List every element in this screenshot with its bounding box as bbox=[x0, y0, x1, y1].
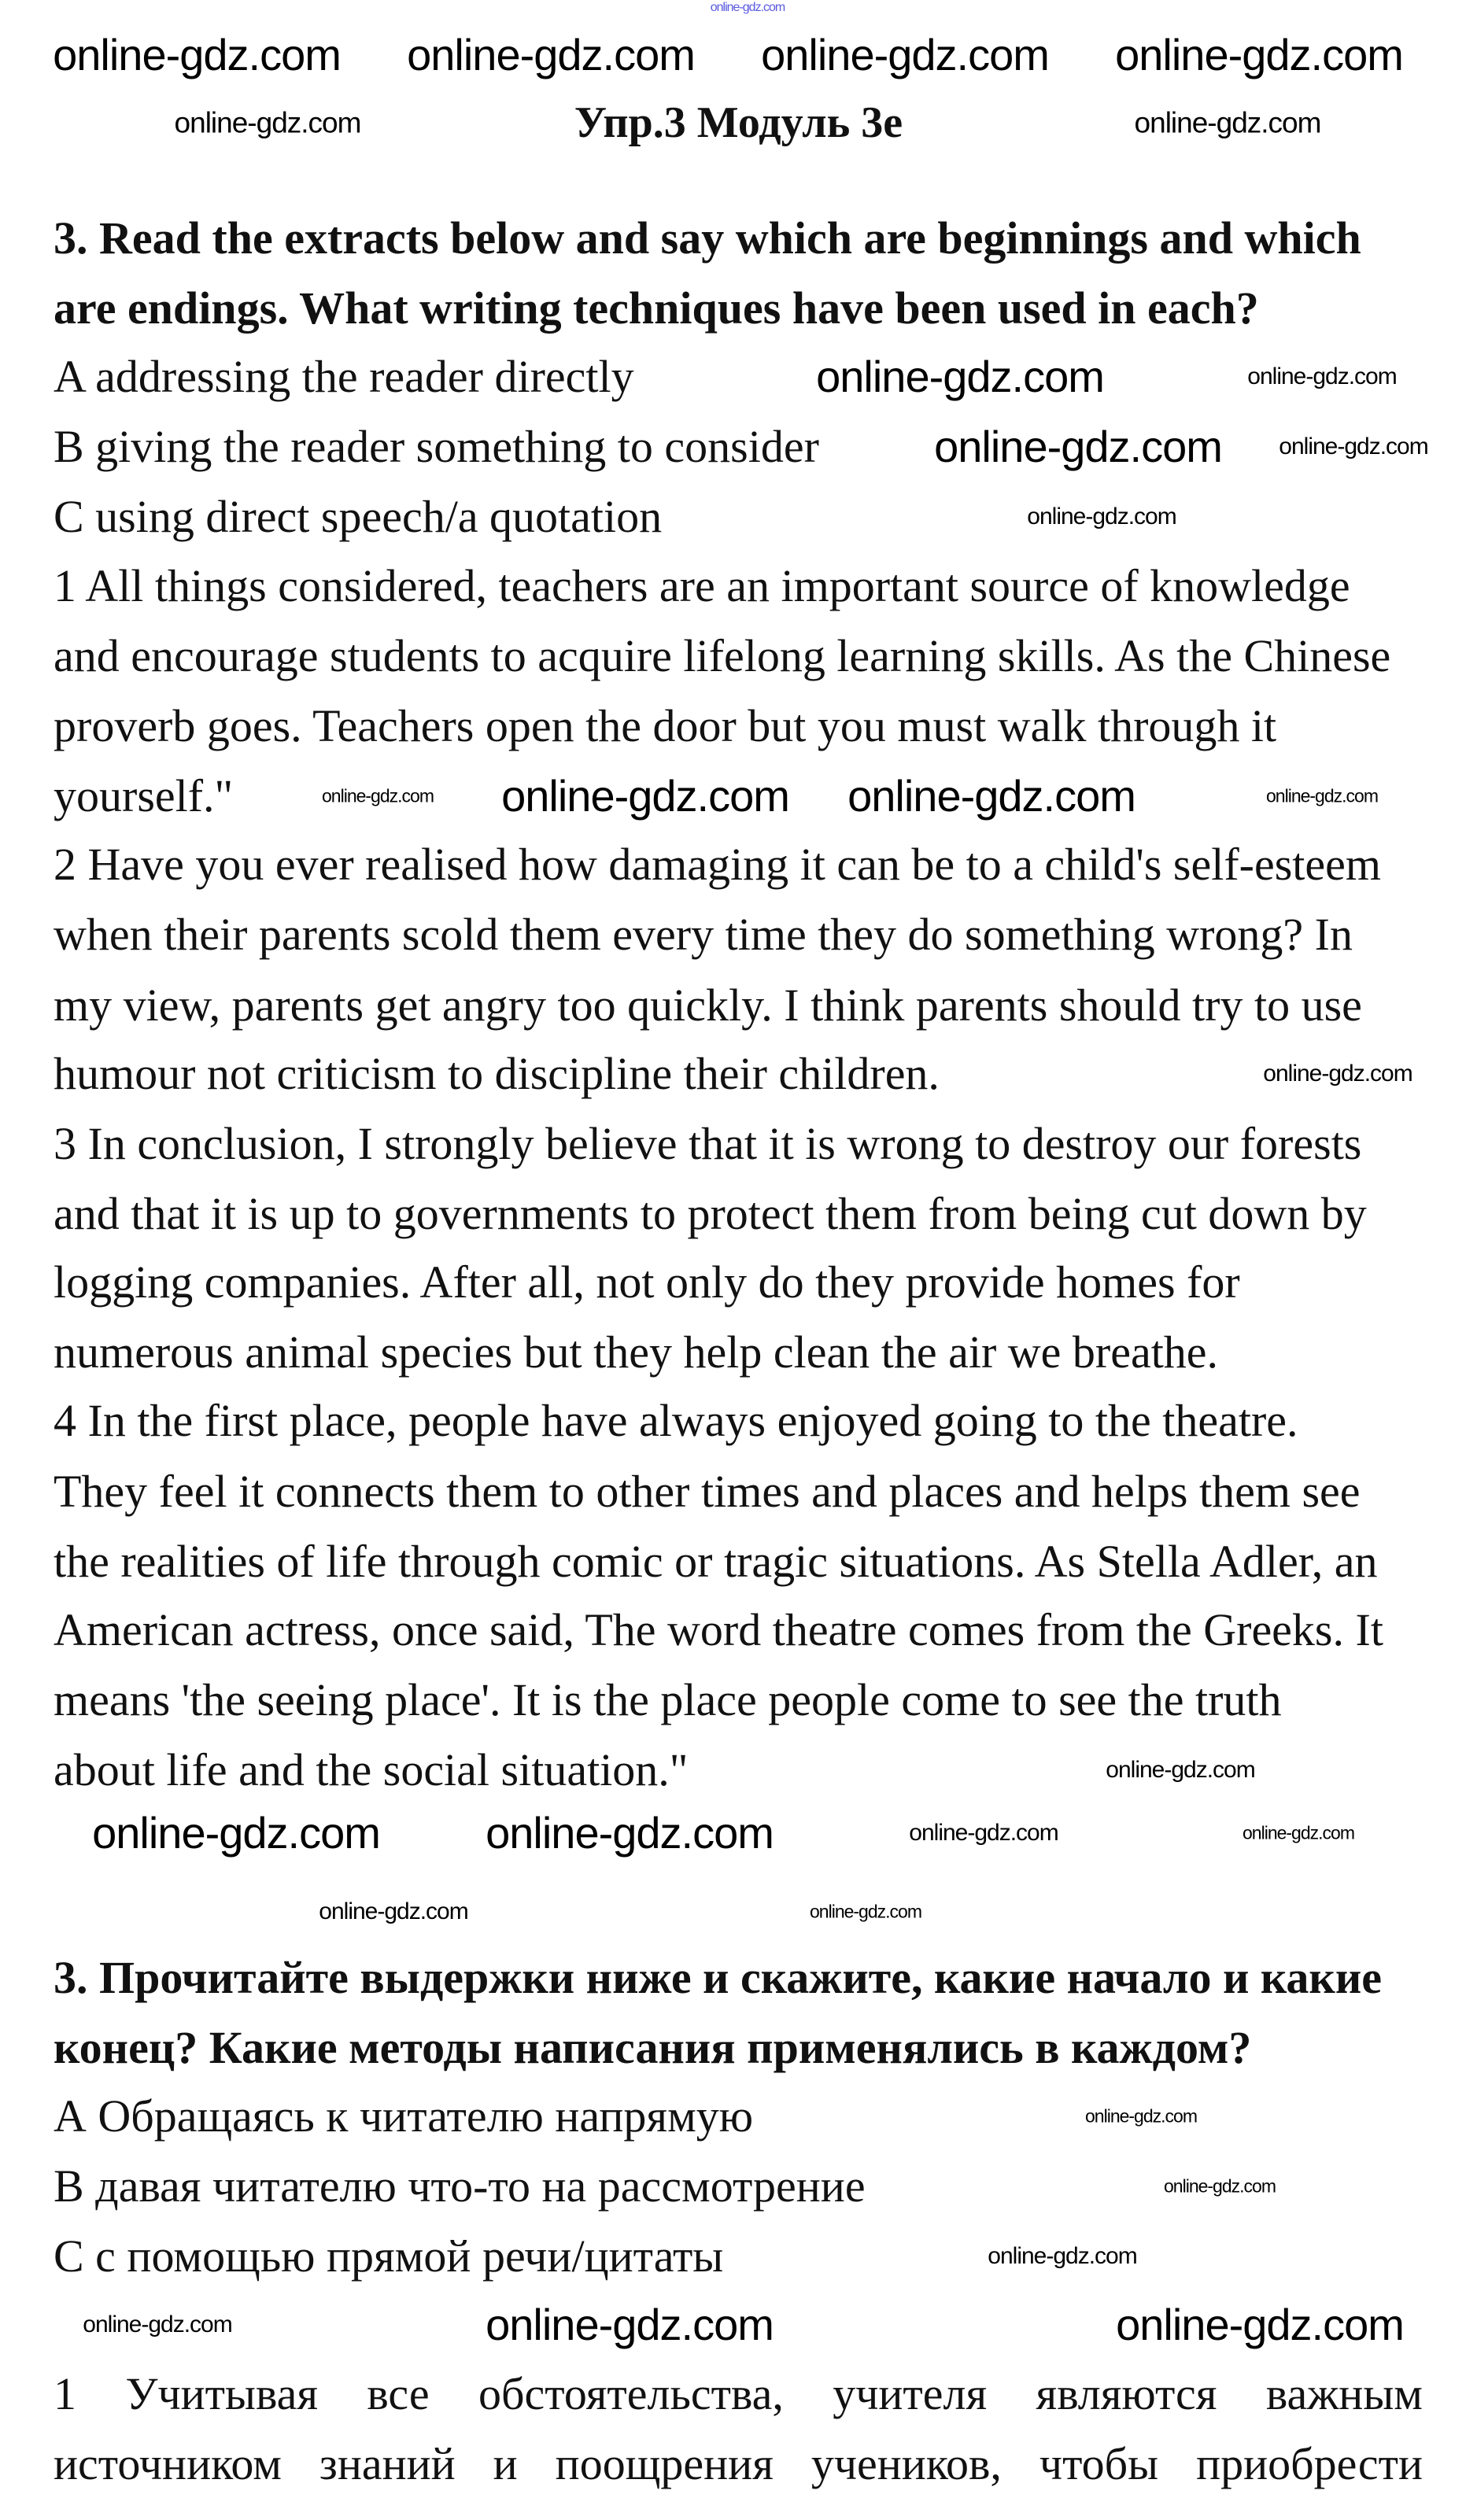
watermark: online-gdz.com bbox=[1116, 2300, 1404, 2349]
extract-line: American actress, once said, The word theatre comes from the Greeks. It bbox=[54, 1604, 1383, 1655]
page-title: Упр.3 Модуль 3е bbox=[574, 98, 903, 147]
extract-line: proverb goes. Teachers open the door but you must walk through it bbox=[54, 700, 1277, 751]
extract-line: and encourage students to acquire lifelong learning skills. As the Chinese bbox=[54, 630, 1391, 681]
watermark: online-gdz.com bbox=[1266, 785, 1378, 806]
extract-line: and that it is up to governments to protect them from being cut down by bbox=[54, 1188, 1367, 1239]
watermark: online-gdz.com bbox=[909, 1820, 1058, 1846]
extract-line: 1 Учитывая все обстоятельства, учителя являются важным bbox=[54, 2368, 1423, 2419]
option-a: A addressing the reader directly bbox=[54, 351, 634, 402]
watermark: online-gdz.com bbox=[847, 771, 1135, 821]
watermark: online-gdz.com bbox=[934, 422, 1222, 471]
watermark: online-gdz.com bbox=[174, 106, 361, 139]
task-heading-line: 3. Прочитайте выдержки ниже и скажите, какие начало и какие bbox=[54, 1952, 1382, 2003]
extract-line: numerous animal species but they help clean the air we breathe. bbox=[54, 1326, 1219, 1378]
extract-line: 2 Have you ever realised how damaging it can be to a child's self-esteem bbox=[54, 839, 1382, 890]
watermark: online-gdz.com bbox=[1279, 434, 1428, 459]
watermark: online-gdz.com bbox=[1243, 1822, 1354, 1843]
extract-line: 4 In the first place, people have always enjoyed going to the theatre. bbox=[54, 1395, 1298, 1446]
watermark: online-gdz.com bbox=[1085, 2105, 1197, 2127]
watermark: online-gdz.com bbox=[1164, 2175, 1276, 2197]
extract-line: They feel it connects them to other times and places and helps them see bbox=[54, 1466, 1361, 1517]
watermark: online-gdz.com bbox=[83, 2312, 232, 2337]
extract-line: 3 In conclusion, I strongly believe that it is wrong to destroy our forests bbox=[54, 1118, 1362, 1169]
extract-line: my view, parents get angry too quickly. I think parents should try to use bbox=[54, 980, 1362, 1031]
watermark: online-gdz.com bbox=[810, 1901, 921, 1922]
watermark: online-gdz.com bbox=[988, 2243, 1137, 2269]
task-heading-line: 3. Read the extracts below and say which are beginnings and which bbox=[54, 212, 1361, 264]
extract-line: humour not criticism to discipline their children. bbox=[54, 1048, 940, 1099]
watermark: online-gdz.com bbox=[486, 1808, 774, 1858]
watermark: online-gdz.com bbox=[710, 1, 785, 14]
option-b: В давая читателю что-то на рассмотрение bbox=[54, 2160, 866, 2212]
extract-line: yourself." bbox=[54, 770, 234, 821]
extract-line: about life and the social situation." bbox=[54, 1744, 689, 1795]
option-c: C using direct speech/a quotation bbox=[54, 491, 663, 542]
extract-line: источником знаний и поощрения учеников, чтобы приобрести bbox=[54, 2438, 1423, 2489]
watermark: online-gdz.com bbox=[53, 30, 341, 79]
watermark: online-gdz.com bbox=[1263, 1061, 1412, 1087]
extract-line: means 'the seeing place'. It is the place people come to see the truth bbox=[54, 1674, 1282, 1725]
task-heading-line: are endings. What writing techniques have been used in each? bbox=[54, 282, 1259, 334]
watermark: online-gdz.com bbox=[761, 30, 1049, 79]
watermark: online-gdz.com bbox=[1247, 363, 1397, 389]
extract-line: the realities of life through comic or tragic situations. As Stella Adler, an bbox=[54, 1536, 1378, 1587]
watermark: online-gdz.com bbox=[322, 785, 434, 806]
option-c: С с помощью прямой речи/цитаты bbox=[54, 2230, 724, 2282]
extract-line: when their parents scold them every time they do something wrong? In bbox=[54, 909, 1353, 960]
task-heading-line: конец? Какие методы написания применялись в каждом? bbox=[54, 2022, 1252, 2073]
watermark: online-gdz.com bbox=[92, 1808, 380, 1858]
watermark: online-gdz.com bbox=[1134, 106, 1321, 139]
option-a: А Обращаясь к читателю напрямую bbox=[54, 2090, 754, 2142]
watermark: online-gdz.com bbox=[1115, 30, 1403, 79]
watermark: online-gdz.com bbox=[407, 30, 695, 79]
extract-line: 1 All things considered, teachers are an important source of knowledge bbox=[54, 560, 1350, 611]
option-b: B giving the reader something to consider bbox=[54, 421, 819, 472]
watermark: online-gdz.com bbox=[1027, 504, 1176, 529]
watermark: online-gdz.com bbox=[486, 2300, 774, 2349]
watermark: online-gdz.com bbox=[319, 1898, 468, 1924]
watermark: online-gdz.com bbox=[501, 771, 789, 821]
watermark: online-gdz.com bbox=[816, 352, 1104, 401]
extract-line: logging companies. After all, not only do they provide homes for bbox=[54, 1256, 1240, 1308]
watermark: online-gdz.com bbox=[1106, 1757, 1255, 1783]
